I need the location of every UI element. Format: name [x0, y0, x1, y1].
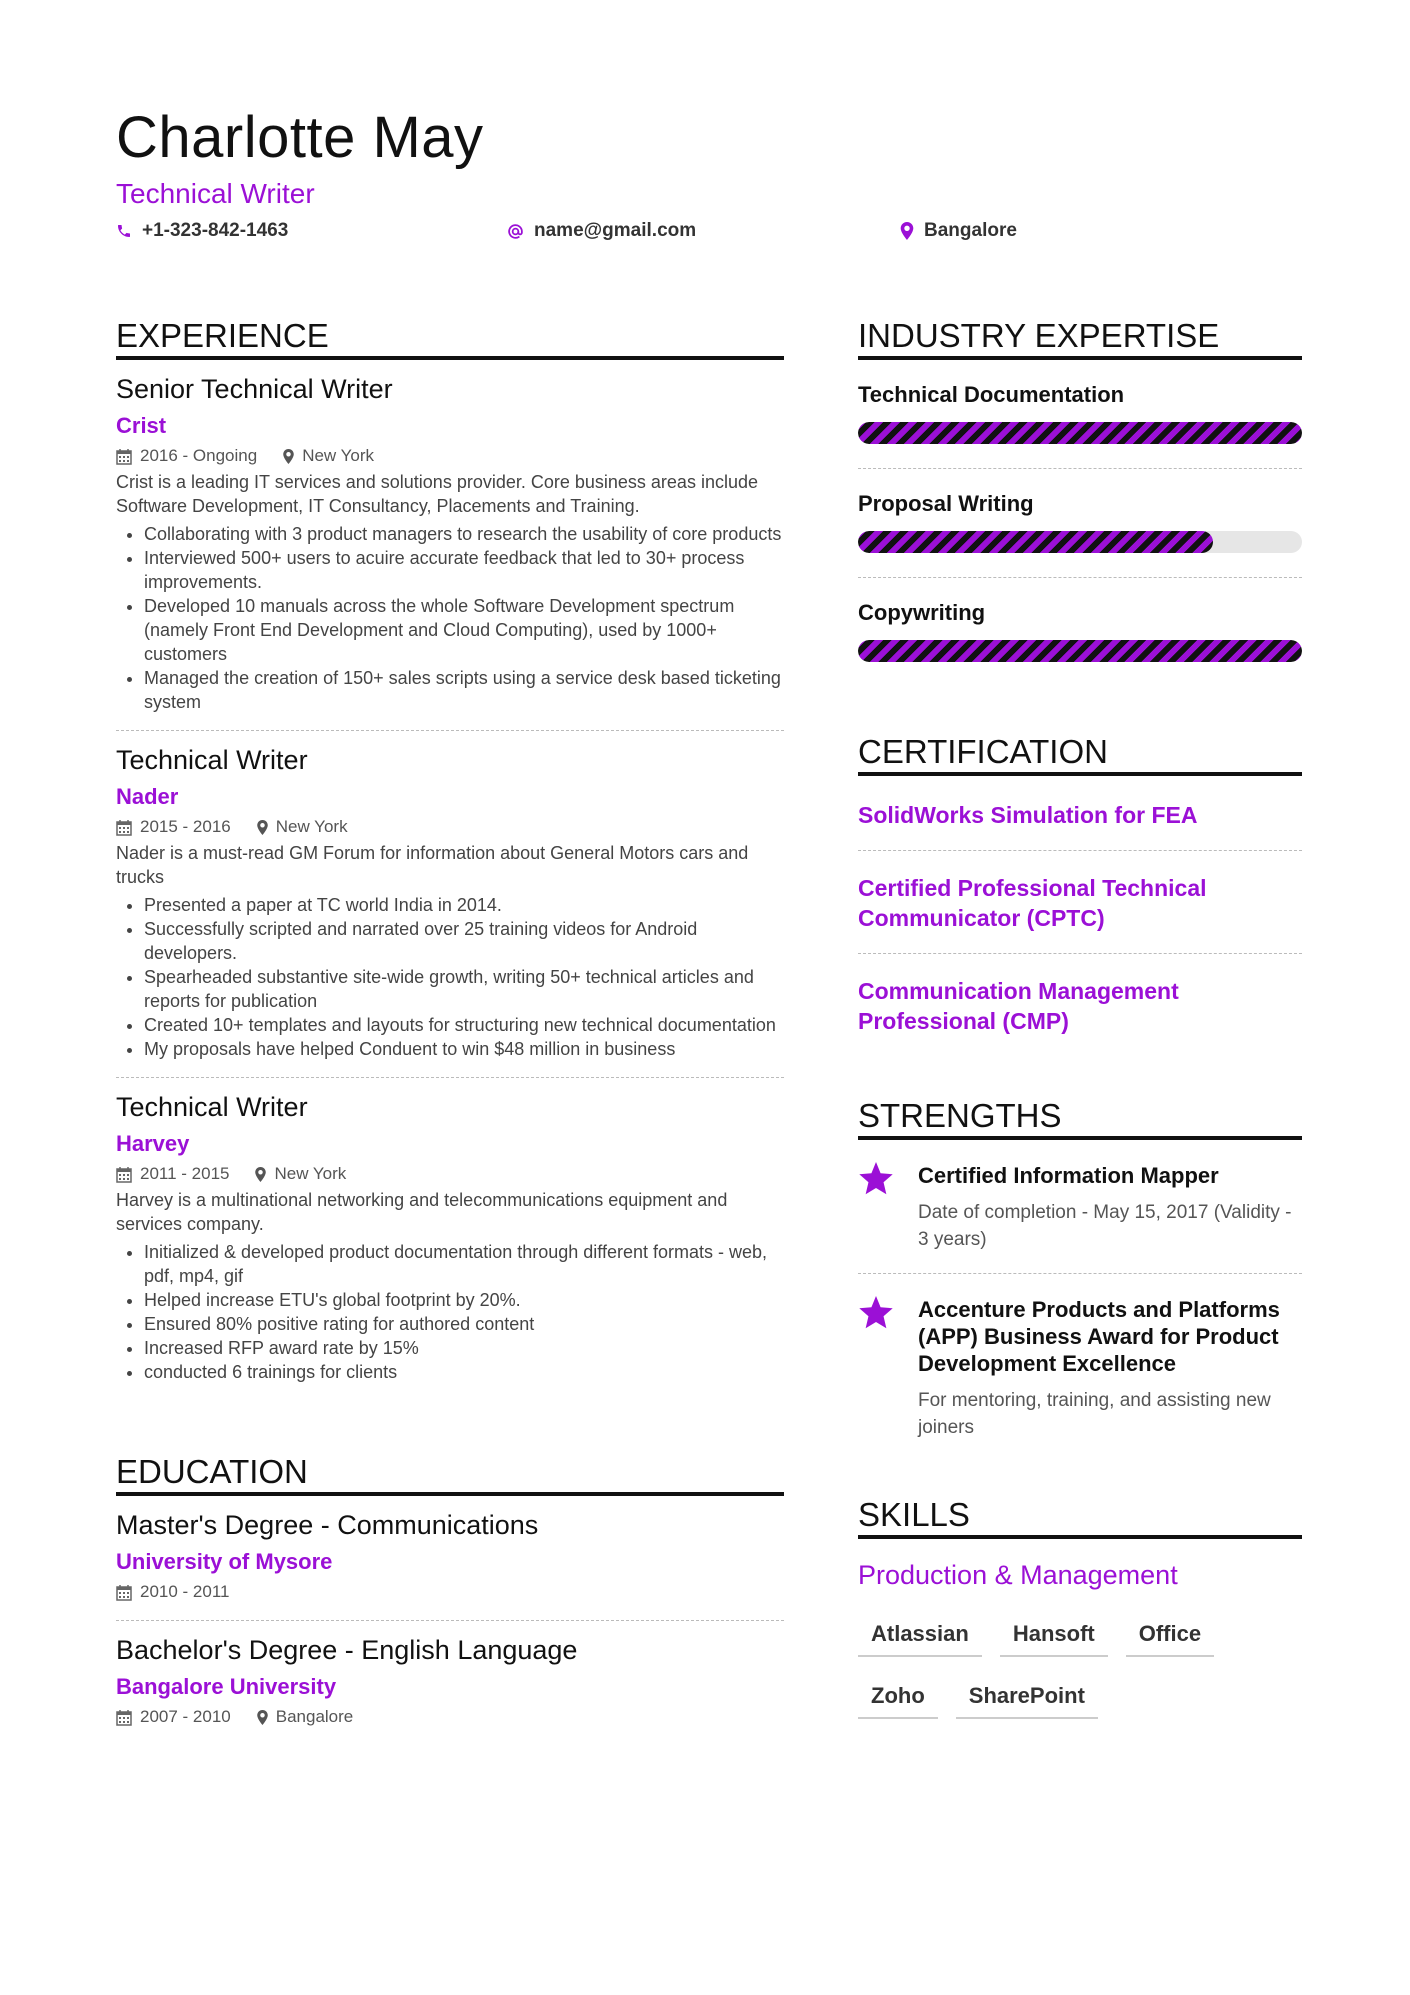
job-bullet: • Managed the creation of 150+ sales scripts using a service desk based ticketing system: [144, 666, 784, 714]
school-name: University of Mysore: [116, 1549, 333, 1574]
expertise-item: [858, 489, 1302, 578]
school-name: Bangalore University: [116, 1674, 337, 1699]
education-entry: [116, 1496, 784, 1621]
expertise-list: [858, 380, 1302, 662]
expertise-bar-fill: [858, 422, 1302, 444]
map-pin-icon: [257, 1710, 268, 1725]
job-entry: [116, 731, 784, 1078]
strength-star: [858, 1296, 918, 1441]
skill-tag: SharePoint: [956, 1673, 1098, 1719]
certification-heading: CERTIFICATION: [858, 734, 1302, 776]
job-entry: [116, 1078, 784, 1384]
strength-item: [858, 1140, 1302, 1274]
strength-description: For mentoring, training, and assisting new joiners: [918, 1390, 1271, 1438]
job-bullets: [116, 1240, 784, 1384]
job-description: Harvey is a multinational networking and telecommunications equipment and services company.: [116, 1190, 728, 1234]
right-column: [858, 318, 1302, 1729]
job-entry: [116, 360, 784, 731]
candidate-role: Technical Writer: [116, 178, 315, 209]
certification-item: Certified Professional Technical Communicator (CPTC): [858, 851, 1302, 954]
star-icon: [858, 1296, 894, 1330]
job-location-text: New York: [274, 1164, 347, 1183]
job-location: [283, 444, 374, 468]
education-dates-text: 2010 - 2011: [140, 1582, 230, 1601]
job-dates: [116, 1162, 229, 1186]
location-text: Bangalore: [924, 220, 1017, 241]
job-meta: [116, 444, 784, 468]
education-meta: [116, 1580, 784, 1604]
degree-title: Master's Degree - Communications: [116, 1510, 539, 1540]
job-meta: [116, 1162, 784, 1186]
expertise-bar: [858, 640, 1302, 662]
job-bullet: • Ensured 80% positive rating for authored content: [144, 1312, 784, 1336]
job-bullet: • Presented a paper at TC world India in 2014.: [144, 893, 784, 917]
calendar-icon: [116, 448, 132, 465]
company-name: Harvey: [116, 1131, 190, 1156]
job-location: [257, 815, 348, 839]
degree-title: Bachelor's Degree - English Language: [116, 1635, 578, 1665]
strength-title: Accenture Products and Platforms (APP) Business Award for Product Development Excellence: [918, 1297, 1280, 1376]
expertise-bar: [858, 531, 1302, 553]
map-pin-icon: [255, 1167, 266, 1182]
star-icon: [858, 1162, 894, 1196]
skills-group-title: Production & Management: [858, 1560, 1178, 1590]
skill-tag: Atlassian: [858, 1611, 982, 1657]
job-title: Technical Writer: [116, 745, 308, 775]
job-title: Senior Technical Writer: [116, 374, 393, 404]
job-bullet: • Collaborating with 3 product managers to research the usability of core products: [144, 522, 784, 546]
skill-tag: Zoho: [858, 1673, 938, 1719]
expertise-item: [858, 598, 1302, 662]
education-location-text: Bangalore: [275, 1707, 354, 1726]
job-bullet: • My proposals have helped Conduent to win $48 million in business: [144, 1037, 784, 1061]
map-pin-icon: [283, 449, 294, 464]
calendar-icon: [116, 819, 132, 836]
calendar-icon: [116, 1584, 132, 1601]
phone-text: +1-323-842-1463: [142, 220, 289, 241]
education-location: [257, 1705, 354, 1729]
job-bullet: • Initialized & developed product documentation through different formats - web, pdf, mp4, gif: [144, 1240, 784, 1288]
experience-heading: EXPERIENCE: [116, 318, 784, 360]
expertise-label: Proposal Writing: [858, 491, 1034, 516]
job-location: [255, 1162, 346, 1186]
contact-location: [900, 220, 1017, 242]
strength-star: [858, 1162, 918, 1253]
education-list: [116, 1496, 784, 1729]
job-description: Crist is a leading IT services and solutions provider. Core business areas include Software Development, IT Consultancy, Placements and Training.: [116, 472, 758, 516]
map-pin-icon: [900, 222, 914, 240]
strengths-heading: STRENGTHS: [858, 1098, 1302, 1140]
job-bullet: • Interviewed 500+ users to acuire accurate feedback that led to 30+ process improvements.: [144, 546, 784, 594]
education-dates-text: 2007 - 2010: [140, 1707, 231, 1726]
expertise-bar-fill: [858, 640, 1302, 662]
skills-tags: [858, 1605, 1302, 1729]
contact-email: [507, 220, 696, 242]
strength-description: Date of completion - May 15, 2017 (Validity - 3 years): [918, 1202, 1292, 1250]
job-dates: [116, 815, 231, 839]
phone-icon: [116, 223, 132, 239]
certification-item: Communication Management Professional (CMP): [858, 978, 1179, 1034]
job-location-text: New York: [302, 446, 375, 465]
at-icon: [507, 223, 524, 240]
expertise-label: Copywriting: [858, 600, 986, 625]
strength-body: [918, 1296, 1302, 1441]
strength-item: [858, 1274, 1302, 1441]
job-title: Technical Writer: [116, 1092, 308, 1122]
divider: [858, 577, 1302, 578]
calendar-icon: [116, 1166, 132, 1183]
skills-heading: SKILLS: [858, 1497, 1302, 1539]
left-column: [116, 318, 784, 1729]
education-meta: [116, 1705, 784, 1729]
expertise-item: [858, 380, 1302, 469]
strength-body: [918, 1162, 1302, 1253]
strength-title: Certified Information Mapper: [918, 1163, 1219, 1188]
job-bullet: • Successfully scripted and narrated over 25 training videos for Android developers.: [144, 917, 784, 965]
certification-list: [858, 776, 1302, 1056]
candidate-name: Charlotte May: [116, 105, 484, 170]
job-bullet: • Helped increase ETU's global footprint by 20%.: [144, 1288, 784, 1312]
education-dates: [116, 1580, 229, 1604]
job-bullet: • conducted 6 trainings for clients: [144, 1360, 784, 1384]
calendar-icon: [116, 1709, 132, 1726]
company-name: Crist: [116, 413, 167, 438]
expertise-bar: [858, 422, 1302, 444]
email-text: name@gmail.com: [534, 220, 697, 241]
job-dates: [116, 444, 257, 468]
education-entry: [116, 1621, 784, 1729]
job-location-text: New York: [275, 817, 348, 836]
expertise-heading: INDUSTRY EXPERTISE: [858, 318, 1302, 360]
job-bullet: • Developed 10 manuals across the whole Software Development spectrum (namely Front End Development and Cloud Computing), used by 1000+ customers: [144, 594, 784, 666]
education-heading: EDUCATION: [116, 1454, 784, 1496]
expertise-label: Technical Documentation: [858, 382, 1125, 407]
job-bullets: [116, 522, 784, 714]
job-dates-text: 2015 - 2016: [140, 817, 231, 836]
job-dates-text: 2016 - Ongoing: [140, 446, 258, 465]
map-pin-icon: [257, 820, 268, 835]
job-bullet: • Increased RFP award rate by 15%: [144, 1336, 784, 1360]
certification-item: SolidWorks Simulation for FEA: [858, 776, 1302, 851]
job-bullets: [116, 893, 784, 1061]
experience-list: [116, 360, 784, 1384]
skill-tag: Hansoft: [1000, 1611, 1108, 1657]
divider: [858, 468, 1302, 469]
job-meta: [116, 815, 784, 839]
company-name: Nader: [116, 784, 179, 809]
contact-phone: [116, 220, 288, 242]
strengths-list: [858, 1140, 1302, 1441]
job-description: Nader is a must-read GM Forum for information about General Motors cars and trucks: [116, 843, 749, 887]
job-bullet: • Spearheaded substantive site-wide growth, writing 50+ technical articles and reports for publication: [144, 965, 784, 1013]
expertise-bar-fill: [858, 531, 1213, 553]
skill-tag: Office: [1126, 1611, 1214, 1657]
job-dates-text: 2011 - 2015: [140, 1164, 230, 1183]
job-bullet: • Created 10+ templates and layouts for structuring new technical documentation: [144, 1013, 784, 1037]
education-dates: [116, 1705, 231, 1729]
